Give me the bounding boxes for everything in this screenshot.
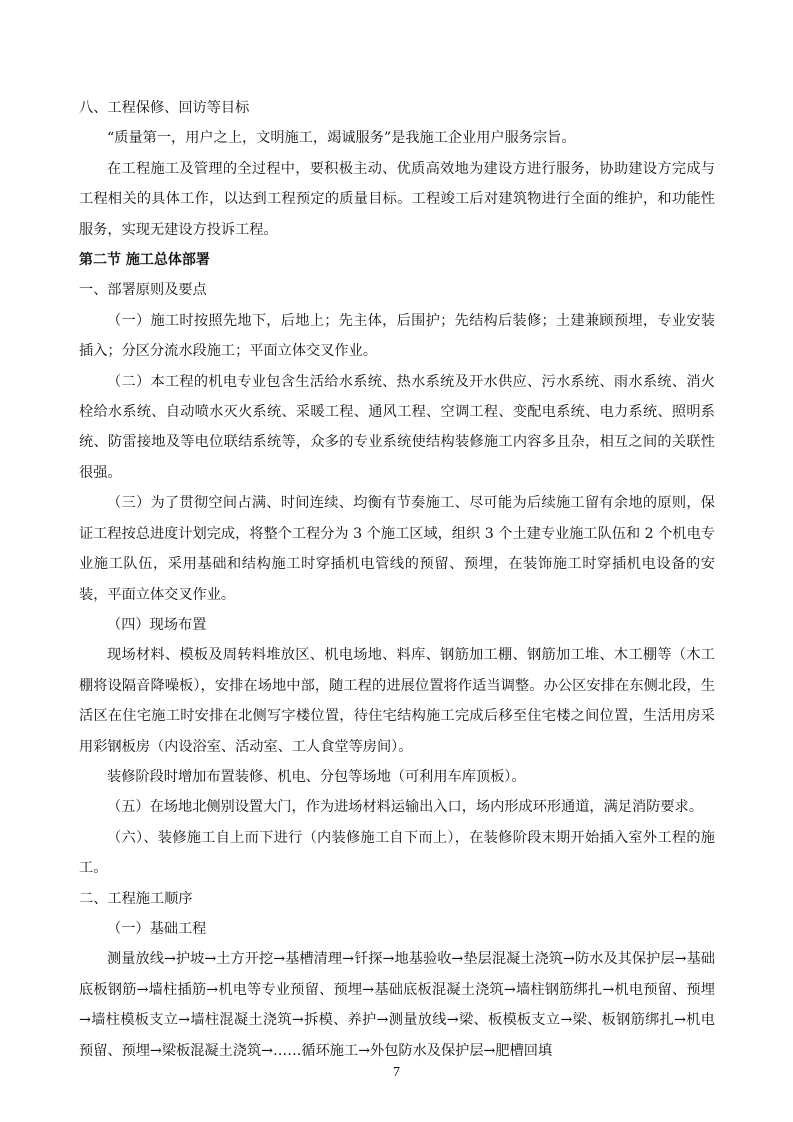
principle-item-2: （二）本工程的机电专业包含生活给水系统、热水系统及开水供应、污水系统、雨水系统、消火栓给水系统、自动喷水灭火系统、采暖工程、通风工程、空调工程、变配电系统、电力系统、照明系统、防雷接地及等电位联结系统等，众多的专业系统使结构装修施工内容多且杂，相互之间的关联性很强。 (79, 373, 715, 481)
subsection-heading-sequence: 二、工程施工顺序 (79, 890, 193, 907)
principle-item-6: （六）、装修施工自上而下进行（内装修施工自下而上），在装修阶段末期开始插入室外工程的施工。 (79, 829, 715, 877)
principle-item-3: （三）为了贯彻空间占满、时间连续、均衡有节奏施工、尽可能为后续施工留有余地的原则，保证工程按总进度计划完成，将整个工程分为 3 个施工区域，组织 3 个土建专业施工队伍和 2 个机电专业施工队伍，采用基础和结构施工时穿插机电管线的预留、预埋，在装饰施工时穿插机电设备的安装，平面立体交叉作业。 (79, 495, 715, 603)
page-body (79, 93, 715, 1066)
section-heading-warranty: 八、工程保修、回访等目标 (79, 100, 250, 116)
decoration-stage-paragraph: 装修阶段时增加布置装修、机电、分包等场地（可利用车库顶板）。 (107, 768, 526, 785)
service-motto-paragraph: “质量第一，用户之上，文明施工，竭诚服务”是我施工企业用户服务宗旨。 (107, 130, 576, 147)
section-title: 第二节 施工总体部署 (79, 252, 210, 269)
foundation-sequence-paragraph: 测量放线→护坡→土方开挖→基槽清理→钎探→地基验收→垫层混凝土浇筑→防水及其保护层→基础底板钢筋→墙柱插筋→机电等专业预留、预埋→基础底板混凝土浇筑→墙柱钢筋绑扎→机电预留、预埋→墙柱模板支立→墙柱混凝土浇筑→拆模、养护→测量放线→梁、板模板支立→梁、板钢筋绑扎→机电预留、预埋→梁板混凝土浇筑→……循环施工→外包防水及保护层→肥槽回填 (79, 951, 715, 1059)
principle-item-1: （一）施工时按照先地下，后地上；先主体，后围护；先结构后装修；土建兼顾预埋，专业安装插入；分区分流水段施工；平面立体交叉作业。 (79, 312, 715, 360)
site-layout-paragraph: 现场材料、模板及周转料堆放区、机电场地、料库、钢筋加工棚、钢筋加工堆、木工棚等（木工棚将设隔音降噪板），安排在场地中部，随工程的进展位置将作适当调整。办公区安排在东侧北段，生活区在住宅施工时安排在北侧写字楼位置，待住宅结构施工完成后移至住宅楼之间位置，生活用房采用彩钢板房（内设浴室、活动室、工人食堂等房间）。 (79, 647, 715, 755)
principle-item-4-heading: （四）现场布置 (107, 616, 207, 633)
page-number: 7 (393, 1065, 400, 1080)
foundation-heading: （一）基础工程 (107, 920, 207, 937)
service-description-paragraph: 在工程施工及管理的全过程中，要积极主动、优质高效地为建设方进行服务，协助建设方完成与工程相关的具体工作，以达到工程预定的质量目标。工程竣工后对建筑物进行全面的维护，和功能性服务，实现无建设方投诉工程。 (79, 160, 715, 238)
subsection-heading-principles: 一、部署原则及要点 (79, 282, 207, 299)
principle-item-5: （五）在场地北侧别设置大门，作为进场材料运输出入口，场内形成环形通道，满足消防要求。 (107, 799, 703, 816)
